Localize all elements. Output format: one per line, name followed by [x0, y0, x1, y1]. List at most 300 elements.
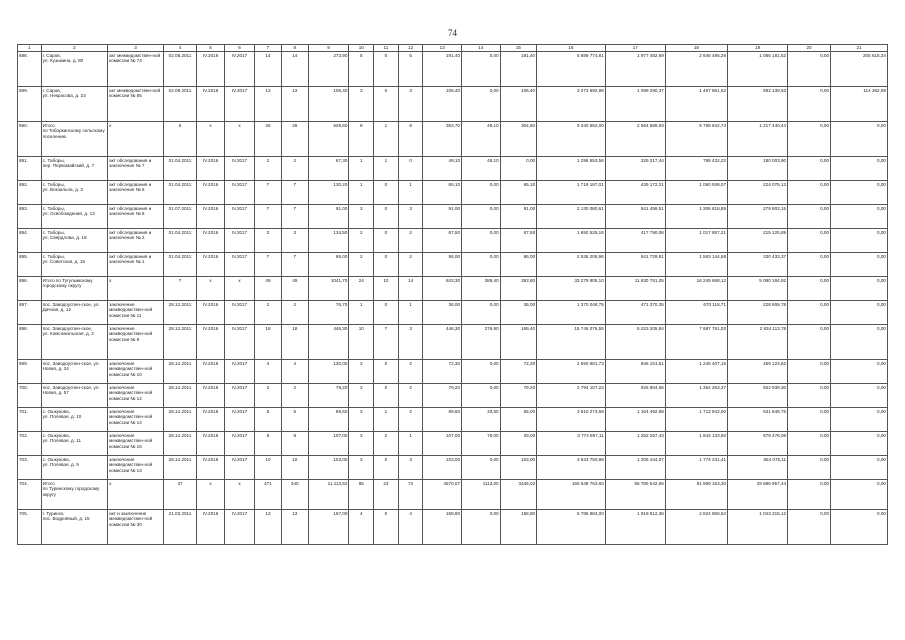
table-cell: IV.2017	[225, 384, 255, 408]
table-cell: 701.	[18, 408, 42, 432]
table-cell: 1041,70	[308, 277, 349, 301]
table-cell: 0,00	[788, 384, 831, 408]
table-cell: 103,00	[423, 456, 462, 480]
table-cell: 107,00	[423, 432, 462, 456]
table-cell: 459 123,62	[728, 360, 788, 384]
table-cell: 1	[374, 408, 399, 432]
table-cell: IV.2016	[197, 360, 225, 384]
table-cell: 79,20	[500, 384, 536, 408]
table-cell: 1 065 181,52	[728, 52, 788, 87]
table-cell: 0,00	[831, 122, 888, 157]
column-number: 8	[281, 45, 308, 52]
table-cell: 5	[398, 52, 423, 87]
table-cell: 0	[374, 52, 399, 87]
table-cell: x	[225, 480, 255, 510]
table-cell: 0,00	[462, 253, 501, 277]
table-cell: с. Ошкукова, ул. Полевая, д. 11	[41, 432, 108, 456]
table-cell: 7	[281, 205, 308, 229]
table-cell: 49	[281, 277, 308, 301]
table-cell: 91,00	[308, 205, 349, 229]
table-cell: IV.2017	[225, 52, 255, 87]
table-cell: 926 904,56	[605, 384, 665, 408]
table-cell: 91,00	[423, 205, 462, 229]
table-cell: 167,00	[308, 510, 349, 545]
table-cell: 29,00	[500, 432, 536, 456]
table-cell: 688.	[18, 52, 42, 87]
table-cell: 0,00	[788, 480, 831, 510]
table-cell: 0,00	[500, 157, 536, 181]
table-cell: 18	[255, 325, 282, 360]
table-cell: 0,00	[831, 277, 888, 301]
table-cell: x	[197, 480, 225, 510]
table-cell: 15 745 076,55	[537, 325, 606, 360]
table-cell: 0,00	[831, 432, 888, 456]
table-cell: 703.	[18, 456, 42, 480]
table-cell: 3	[349, 205, 374, 229]
table-cell: 14	[398, 277, 423, 301]
table-cell: 0,00	[462, 181, 501, 205]
column-number-row	[18, 45, 888, 52]
table-cell: 01.04.2011	[163, 229, 196, 253]
table-cell: 130,20	[308, 181, 349, 205]
table-cell: IV.2016	[197, 181, 225, 205]
table-cell: IV.2016	[197, 229, 225, 253]
table-cell: заключение межведомствен-ной комиссии № 11	[108, 301, 164, 325]
table-cell: 02.08.2011	[163, 87, 196, 122]
table-cell: 8	[281, 432, 308, 456]
table-cell: 2 794 107,23	[537, 384, 606, 408]
table-cell: 10	[374, 277, 399, 301]
table-cell: IV.2017	[225, 510, 255, 545]
table-cell: 9 340 652,00	[537, 122, 606, 157]
table-cell: Итого по Тоборкинскому сельскому поселению	[41, 122, 108, 157]
column-number: 12	[398, 45, 423, 52]
table-cell: 0,00	[831, 301, 888, 325]
table-cell: 7	[281, 253, 308, 277]
table-cell: 3	[255, 229, 282, 253]
table-cell: 3	[349, 456, 374, 480]
table-cell: 3	[349, 87, 374, 122]
table-cell: 3445,02	[500, 480, 536, 510]
table-cell: 130,00	[308, 360, 349, 384]
table-cell: 215 125,89	[728, 229, 788, 253]
table-cell: 7	[163, 277, 196, 301]
table-cell: 5 786 984,00	[537, 510, 606, 545]
table-cell: 1 252 257,43	[605, 432, 665, 456]
column-number: 6	[225, 45, 255, 52]
table-cell: 7	[255, 205, 282, 229]
table-cell: 28.12.2011	[163, 384, 196, 408]
table-row	[18, 205, 888, 229]
table-cell: 2	[349, 384, 374, 408]
column-number: 4	[163, 45, 196, 52]
table-cell: IV.2017	[225, 87, 255, 122]
table-cell: акт обследования и заключение № 8	[108, 205, 164, 229]
table-cell: 5	[281, 408, 308, 432]
table-cell: с. Ошкукова, ул. Полевая, д. 10	[41, 408, 108, 432]
table-cell: x	[225, 122, 255, 157]
table-cell: 843,30	[423, 277, 462, 301]
table-cell: 1	[398, 181, 423, 205]
table-cell: 2	[255, 157, 282, 181]
column-number: 7	[255, 45, 282, 52]
table-cell: 3 633 750,98	[537, 456, 606, 480]
table-cell: 72,30	[500, 360, 536, 384]
table-cell: 0,00	[831, 157, 888, 181]
table-cell: 353,70	[423, 122, 462, 157]
table-cell: 28.12.2011	[163, 360, 196, 384]
column-number: 15	[500, 45, 536, 52]
table-cell: 435 172,21	[605, 181, 665, 205]
table-cell: 0,00	[788, 205, 831, 229]
column-number: 1	[18, 45, 42, 52]
table-cell: x	[108, 122, 164, 157]
table-cell: IV.2017	[225, 325, 255, 360]
table-cell: 0,00	[831, 510, 888, 545]
table-cell: 0	[374, 301, 399, 325]
table-cell: 1 563 144,68	[665, 253, 727, 277]
table-cell: 679 476,08	[728, 432, 788, 456]
table-cell: 191,40	[423, 52, 462, 87]
table-cell: 49,10	[423, 157, 462, 181]
table-cell: 13	[281, 87, 308, 122]
table-cell: 55 780 542,66	[605, 480, 665, 510]
table-cell: 0,00	[788, 229, 831, 253]
column-number: 16	[537, 45, 606, 52]
table-cell: 529,60	[308, 122, 349, 157]
table-cell: 86,00	[423, 253, 462, 277]
table-cell: 0	[374, 456, 399, 480]
table-cell: 670 118,71	[665, 301, 727, 325]
table-cell: 2 550 681,73	[537, 360, 606, 384]
table-cell: 169,40	[500, 325, 536, 360]
table-cell: 276,90	[462, 325, 501, 360]
table-cell: 2 130 080,61	[537, 205, 606, 229]
table-cell: 0,00	[462, 360, 501, 384]
table-cell: 3 510 273,69	[537, 408, 606, 432]
table-cell: пос. Заводоуспен-ское, ул. Новая, д. 57	[41, 384, 108, 408]
table-cell: 0,00	[831, 384, 888, 408]
table-cell: IV.2016	[197, 325, 225, 360]
table-cell: 0,00	[462, 384, 501, 408]
table-cell: 5 758 842,73	[665, 122, 727, 157]
table-row	[18, 277, 888, 301]
table-cell: 0,00	[788, 253, 831, 277]
table-cell: 2	[349, 229, 374, 253]
table-cell: 0,00	[462, 205, 501, 229]
table-cell: 67,50	[423, 229, 462, 253]
table-cell: 0	[398, 157, 423, 181]
table-cell: 1 205 444,07	[605, 456, 665, 480]
column-number: 18	[665, 45, 727, 52]
table-cell: 654 075,11	[728, 456, 788, 480]
table-cell: 691.	[18, 157, 42, 181]
table-cell: 0	[374, 87, 399, 122]
table-row	[18, 432, 888, 456]
table-cell: 11 113,52	[308, 480, 349, 510]
table-cell: 693.	[18, 205, 42, 229]
table-cell: 13	[255, 510, 282, 545]
table-cell: 103,00	[308, 456, 349, 480]
table-cell: 2	[281, 157, 308, 181]
table-cell: заключение межведомствен-ной комиссии № 12	[108, 384, 164, 408]
table-cell: 389,40	[462, 277, 501, 301]
table-cell: 0,00	[831, 360, 888, 384]
table-cell: 0	[374, 360, 399, 384]
table-cell: 700.	[18, 384, 42, 408]
table-cell: 2	[398, 384, 423, 408]
table-cell: 4	[281, 360, 308, 384]
table-cell: г. Саров, ул. Кузьмина, д. 80	[41, 52, 108, 87]
table-cell: 5 889 774,81	[537, 52, 606, 87]
table-cell: 28.12.2011	[163, 456, 196, 480]
table-cell: 4	[398, 510, 423, 545]
table-cell: 0,00	[788, 510, 831, 545]
table-cell: г. Туринск, пос. Водроёвый, д. 15	[41, 510, 108, 545]
table-cell: 0,00	[788, 87, 831, 122]
table-cell: 13	[255, 87, 282, 122]
table-cell: 1 099 290,37	[605, 87, 665, 122]
column-number: 19	[728, 45, 788, 52]
table-cell: 330 433,37	[728, 253, 788, 277]
table-cell: Итого по Тугулымскому городскому округу	[41, 277, 108, 301]
table-cell: 1 296 653,56	[537, 157, 606, 181]
table-cell: 0,00	[831, 229, 888, 253]
table-cell: IV.2017	[225, 157, 255, 181]
column-number: 3	[108, 45, 164, 52]
table-cell: 5 223 205,84	[605, 325, 665, 360]
table-cell: IV.2016	[197, 456, 225, 480]
table-cell: 65,10	[500, 181, 536, 205]
table-cell: x	[225, 277, 255, 301]
table-cell: x	[108, 480, 164, 510]
table-cell: 340	[281, 480, 308, 510]
table-cell: 5	[163, 122, 196, 157]
table-cell: акт обследования и заключение № 2	[108, 229, 164, 253]
table-cell: 3	[349, 408, 374, 432]
table-cell: 1 918 812,36	[605, 510, 665, 545]
table-cell: 7	[281, 181, 308, 205]
table-cell: 417 790,06	[605, 229, 665, 253]
table-row	[18, 229, 888, 253]
table-cell: 0,00	[788, 432, 831, 456]
table-cell: 18	[281, 325, 308, 360]
column-number: 14	[462, 45, 501, 52]
table-cell: 81 969 163,30	[665, 480, 727, 510]
column-number: 9	[308, 45, 349, 52]
table-cell: 4	[255, 360, 282, 384]
table-cell: IV.2017	[225, 432, 255, 456]
table-row	[18, 157, 888, 181]
table-cell: акт межведомствен-ной комиссии № 85	[108, 87, 164, 122]
table-cell: 0,00	[788, 325, 831, 360]
table-cell: 01.04.2011	[163, 253, 196, 277]
table-cell: 694.	[18, 229, 42, 253]
table-cell: 103,00	[500, 456, 536, 480]
housing-table	[17, 44, 888, 545]
table-cell: 23	[374, 480, 399, 510]
table-cell: IV.2017	[225, 301, 255, 325]
table-cell: 1 245 407,16	[665, 360, 727, 384]
table-cell: 13	[281, 510, 308, 545]
table-cell: 158,80	[500, 510, 536, 545]
table-cell: 26	[281, 122, 308, 157]
table-cell: 49	[255, 277, 282, 301]
table-cell: 3	[398, 87, 423, 122]
column-number: 2	[41, 45, 108, 52]
table-cell: 2	[398, 408, 423, 432]
page-number: 74	[448, 28, 457, 38]
column-number: 20	[788, 45, 831, 52]
table-cell: IV.2016	[197, 384, 225, 408]
table-row	[18, 408, 888, 432]
table-cell: 273,90	[308, 52, 349, 87]
table-cell: IV.2016	[197, 510, 225, 545]
table-cell: 0,00	[831, 181, 888, 205]
table-cell: 3 774 867,11	[537, 432, 606, 456]
table-row	[18, 253, 888, 277]
table-cell: заключение межведомствен-ной комиссии № 14	[108, 408, 164, 432]
table-cell: 1 650 525,16	[537, 229, 606, 253]
table-cell: 1113,00	[462, 480, 501, 510]
table-cell: IV.2017	[225, 360, 255, 384]
table-cell: 5 080 184,92	[728, 277, 788, 301]
table-cell: 0,00	[788, 408, 831, 432]
column-number: 11	[374, 45, 399, 52]
table-cell: 0	[374, 510, 399, 545]
column-number: 21	[831, 45, 888, 52]
table-cell: 2	[349, 253, 374, 277]
table-cell: IV.2017	[225, 205, 255, 229]
table-cell: 49,10	[462, 122, 501, 157]
table-cell: 1 017 857,21	[665, 229, 727, 253]
table-cell: 689.	[18, 87, 42, 122]
table-cell: 114 362,96	[831, 87, 888, 122]
table-cell: заключение межведомствен-ной комиссии № 10	[108, 360, 164, 384]
table-cell: 1 308 818,85	[665, 205, 727, 229]
table-cell: пос. Заводоуспен-ское, ул. Новая, д. 34	[41, 360, 108, 384]
table-cell: акт обследования и заключение № 1	[108, 253, 164, 277]
table-cell: 2 646 495,26	[665, 52, 727, 87]
table-row	[18, 510, 888, 545]
table-cell: IV.2017	[225, 229, 255, 253]
table-cell: 304,60	[500, 122, 536, 157]
table-cell: 0,00	[462, 52, 501, 87]
table-cell: 78,00	[462, 432, 501, 456]
table-cell: 01.04.2011	[163, 181, 196, 205]
table-cell: пос. Заводоуспен-ское, ул. Комсомольская, д. 2	[41, 325, 108, 360]
table-cell: 79,20	[423, 384, 462, 408]
table-cell: IV.2017	[225, 181, 255, 205]
table-cell: 471 370,35	[605, 301, 665, 325]
table-cell: 1	[374, 122, 399, 157]
table-cell: 0,00	[788, 301, 831, 325]
table-cell: 67,50	[500, 229, 536, 253]
table-cell: с. Таборы, ул. Свердлова, д. 18	[41, 229, 108, 253]
table-row	[18, 325, 888, 360]
table-cell: 1	[398, 301, 423, 325]
table-cell: 33,50	[462, 408, 501, 432]
table-cell: 2 564 568,93	[605, 122, 665, 157]
table-cell: 0,00	[831, 325, 888, 360]
table-cell: 2	[255, 384, 282, 408]
table-cell: 106,40	[500, 87, 536, 122]
table-cell: 631 848,76	[728, 408, 788, 432]
table-cell: 1	[398, 432, 423, 456]
table-cell: 2	[398, 229, 423, 253]
table-cell: IV.2016	[197, 157, 225, 181]
table-cell: 01.04.2011	[163, 157, 196, 181]
table-cell: 1	[349, 157, 374, 181]
table-cell: 8	[398, 122, 423, 157]
table-cell: 1 217 440,44	[728, 122, 788, 157]
table-cell: заключение межведомствен-ной комиссии № 9	[108, 325, 164, 360]
table-cell: 0,00	[831, 408, 888, 432]
table-cell: 0,00	[462, 229, 501, 253]
table-cell: 56,00	[500, 408, 536, 432]
table-cell: заключение межведомствен-ной комиссии № 13	[108, 456, 164, 480]
table-cell: 10	[281, 456, 308, 480]
table-cell: с. Таборы, ул. Советская, д. 15	[41, 253, 108, 277]
table-cell: 0,00	[462, 87, 501, 122]
table-cell: 1	[374, 157, 399, 181]
table-cell: 0	[374, 229, 399, 253]
column-number: 13	[423, 45, 462, 52]
table-cell: 1 719 187,01	[537, 181, 606, 205]
table-cell: 471	[255, 480, 282, 510]
table-cell: 0,00	[831, 456, 888, 480]
table-cell: 446,30	[308, 325, 349, 360]
table-cell: 224 075,13	[728, 181, 788, 205]
table-cell: IV.2017	[225, 408, 255, 432]
table-cell: 329 217,44	[605, 157, 665, 181]
table-cell: IV.2016	[197, 408, 225, 432]
table-row	[18, 87, 888, 122]
table-cell: 0,00	[788, 456, 831, 480]
table-cell: 2 535 206,96	[537, 253, 606, 277]
table-cell: 8	[349, 122, 374, 157]
table-cell: 2	[349, 360, 374, 384]
table-cell: 180 003,90	[728, 157, 788, 181]
table-cell: 01.07.2011	[163, 205, 196, 229]
table-cell: 846 151,51	[605, 360, 665, 384]
table-cell: 0,00	[788, 157, 831, 181]
table-cell: с. Таборы, пер. Первомайский, д. 7	[41, 157, 108, 181]
table-cell: 14	[255, 52, 282, 87]
table-cell: 2	[398, 253, 423, 277]
table-cell: 106,40	[423, 87, 462, 122]
table-cell: 7	[255, 181, 282, 205]
table-cell: 2	[255, 301, 282, 325]
table-cell: 165 648 763,60	[537, 480, 606, 510]
table-cell: 0,00	[788, 122, 831, 157]
table-cell: 158,80	[423, 510, 462, 545]
table-cell: 28.12.2011	[163, 408, 196, 432]
table-cell: 705.	[18, 510, 42, 545]
table-cell: пос. Заводоуспен-ское, ул. Дачная, д. 12	[41, 301, 108, 325]
table-cell: IV.2016	[197, 432, 225, 456]
column-number: 10	[349, 45, 374, 52]
table-cell: 0,00	[831, 253, 888, 277]
table-cell: 33 279 905,10	[537, 277, 606, 301]
table-cell: 1 774 231,41	[665, 456, 727, 480]
table-cell: 446,30	[423, 325, 462, 360]
table-cell: акт и заключение межведомствен-ной комиссии № 30	[108, 510, 164, 545]
table-cell: 0,00	[788, 52, 831, 87]
table-cell: 1 467 861,52	[665, 87, 727, 122]
table-cell: 87,30	[308, 157, 349, 181]
table-cell: 3	[349, 432, 374, 456]
